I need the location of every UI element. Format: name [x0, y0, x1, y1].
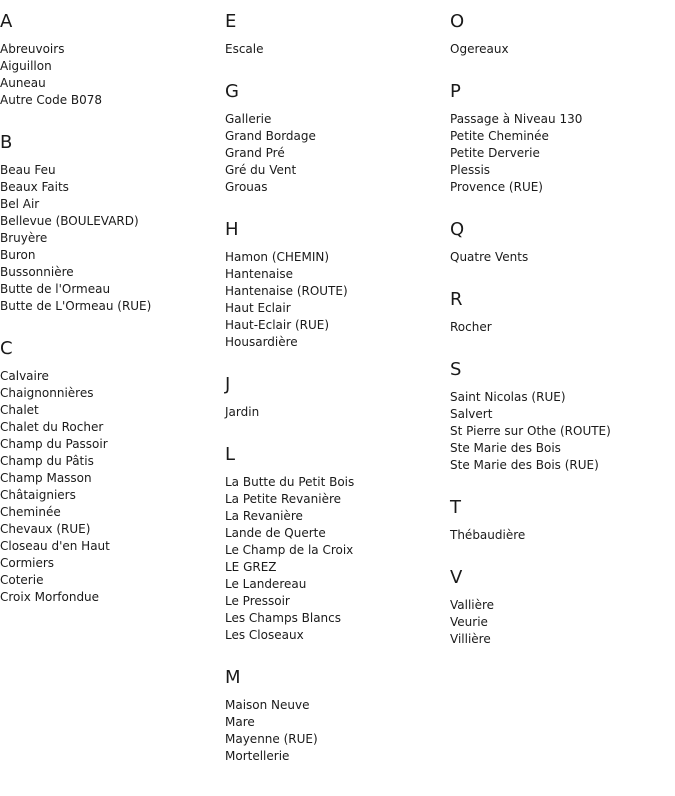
street-link[interactable]: La Butte du Petit Bois — [225, 475, 355, 489]
street-link[interactable]: Lande de Querte — [225, 526, 326, 540]
section-letter-heading: P — [450, 81, 461, 102]
street-list — [450, 41, 675, 58]
letter-section — [0, 315, 225, 606]
street-list — [450, 249, 675, 266]
letter-section — [0, 0, 225, 109]
street-link[interactable]: Bruyère — [0, 231, 48, 245]
index-column-2 — [225, 0, 450, 765]
street-link[interactable]: Le Pressoir — [225, 594, 290, 608]
street-list — [450, 597, 675, 648]
street-link[interactable]: Gré du Vent — [225, 163, 297, 177]
letter-section — [225, 0, 450, 58]
street-list — [225, 697, 450, 765]
letter-section — [225, 644, 450, 765]
street-link[interactable]: Bussonnière — [0, 265, 74, 279]
street-link[interactable]: Ste Marie des Bois (RUE) — [450, 458, 599, 472]
street-list — [450, 319, 675, 336]
section-letter-heading: S — [450, 359, 462, 380]
street-link[interactable]: Champ Masson — [0, 471, 92, 485]
street-link[interactable]: Châtaigniers — [0, 488, 76, 502]
street-list — [0, 368, 225, 606]
section-letter-heading: V — [450, 567, 463, 588]
street-list — [225, 404, 450, 421]
street-link[interactable]: Chaignonnières — [0, 386, 94, 400]
street-link[interactable]: Provence (RUE) — [450, 180, 543, 194]
street-link[interactable]: Champ du Passoir — [0, 437, 108, 451]
street-link[interactable]: Mayenne (RUE) — [225, 732, 318, 746]
section-letter-heading: G — [225, 81, 239, 102]
letter-section — [225, 196, 450, 351]
street-link[interactable]: Saint Nicolas (RUE) — [450, 390, 566, 404]
letter-section — [450, 0, 675, 58]
street-list — [225, 111, 450, 196]
street-list — [225, 249, 450, 351]
street-link[interactable]: Petite Cheminée — [450, 129, 549, 143]
street-link[interactable]: Rocher — [450, 320, 492, 334]
letter-section — [450, 474, 675, 544]
street-link[interactable]: Grouas — [225, 180, 268, 194]
street-list — [450, 111, 675, 196]
street-link[interactable]: Butte de l'Ormeau — [0, 282, 111, 296]
street-link[interactable]: Passage à Niveau 130 — [450, 112, 583, 126]
letter-section — [450, 196, 675, 266]
street-link[interactable]: Calvaire — [0, 369, 49, 383]
street-link[interactable]: Quatre Vents — [450, 250, 529, 264]
street-link[interactable]: Chalet du Rocher — [0, 420, 104, 434]
section-letter-heading: C — [0, 338, 13, 359]
street-link[interactable]: Closeau d'en Haut — [0, 539, 110, 553]
street-list — [225, 474, 450, 644]
street-list — [225, 41, 450, 58]
street-list — [0, 162, 225, 315]
street-link[interactable]: Chevaux (RUE) — [0, 522, 91, 536]
letter-section — [225, 421, 450, 644]
street-link[interactable]: Housardière — [225, 335, 298, 349]
street-link[interactable]: Escale — [225, 42, 264, 56]
letter-section — [450, 266, 675, 336]
letter-section — [225, 58, 450, 196]
section-letter-heading: H — [225, 219, 239, 240]
street-link[interactable]: Hantenaise — [225, 267, 293, 281]
street-link[interactable]: Les Closeaux — [225, 628, 304, 642]
section-letter-heading: A — [0, 11, 13, 32]
street-link[interactable]: Haut-Eclair (RUE) — [225, 318, 330, 332]
street-link[interactable]: Aiguillon — [0, 59, 52, 73]
section-letter-heading: Q — [450, 219, 465, 240]
street-link[interactable]: Vallière — [450, 598, 495, 612]
section-letter-heading: O — [450, 11, 465, 32]
street-link[interactable]: Le Landereau — [225, 577, 307, 591]
street-link[interactable]: Bellevue (BOULEVARD) — [0, 214, 139, 228]
letter-section — [450, 336, 675, 474]
street-link[interactable]: Bel Air — [0, 197, 40, 211]
street-link[interactable]: LE GREZ — [225, 560, 277, 574]
letter-section — [450, 544, 675, 648]
street-link[interactable]: Mortellerie — [225, 749, 290, 763]
street-link[interactable]: Hamon (CHEMIN) — [225, 250, 330, 264]
street-link[interactable]: Le Champ de la Croix — [225, 543, 354, 557]
letter-section — [225, 351, 450, 421]
street-link[interactable]: Beaux Faits — [0, 180, 69, 194]
street-link[interactable]: Ogereaux — [450, 42, 509, 56]
street-link[interactable]: Grand Pré — [225, 146, 285, 160]
section-letter-heading: R — [450, 289, 463, 310]
section-letter-heading: B — [0, 132, 13, 153]
street-link[interactable]: Salvert — [450, 407, 493, 421]
street-link[interactable]: Cheminée — [0, 505, 61, 519]
street-link[interactable]: Abreuvoirs — [0, 42, 65, 56]
street-link[interactable]: Veurie — [450, 615, 488, 629]
street-list — [0, 41, 225, 109]
index-column-1 — [0, 0, 225, 606]
street-link[interactable]: St Pierre sur Othe (ROUTE) — [450, 424, 611, 438]
street-link[interactable]: Maison Neuve — [225, 698, 310, 712]
street-list — [450, 527, 675, 544]
street-link[interactable]: Croix Morfondue — [0, 590, 100, 604]
street-link[interactable]: Gallerie — [225, 112, 272, 126]
section-letter-heading: T — [450, 497, 461, 518]
street-link[interactable]: Haut Eclair — [225, 301, 291, 315]
section-letter-heading: J — [225, 374, 231, 395]
street-link[interactable]: Villière — [450, 632, 491, 646]
letter-section — [0, 109, 225, 315]
street-link[interactable]: Autre Code B078 — [0, 93, 103, 107]
street-link[interactable]: Petite Derverie — [450, 146, 540, 160]
street-list — [450, 389, 675, 474]
street-link[interactable]: Auneau — [0, 76, 46, 90]
street-link[interactable]: Beau Feu — [0, 163, 56, 177]
street-link[interactable]: Chalet — [0, 403, 39, 417]
street-link[interactable]: Champ du Pâtis — [0, 454, 94, 468]
street-link[interactable]: Jardin — [225, 405, 260, 419]
street-link[interactable]: Coterie — [0, 573, 44, 587]
index-column-3 — [450, 0, 675, 648]
street-link[interactable]: Cormiers — [0, 556, 55, 570]
street-link[interactable]: Hantenaise (ROUTE) — [225, 284, 348, 298]
letter-section — [450, 58, 675, 196]
street-link[interactable]: Butte de L'Ormeau (RUE) — [0, 299, 152, 313]
section-letter-heading: E — [225, 11, 237, 32]
street-link[interactable]: Mare — [225, 715, 255, 729]
street-link[interactable]: La Petite Revanière — [225, 492, 341, 506]
street-link[interactable]: Buron — [0, 248, 36, 262]
street-link[interactable]: Ste Marie des Bois — [450, 441, 561, 455]
street-link[interactable]: Grand Bordage — [225, 129, 316, 143]
section-letter-heading: M — [225, 667, 241, 688]
street-link[interactable]: Plessis — [450, 163, 491, 177]
street-link[interactable]: Thébaudière — [450, 528, 526, 542]
street-link[interactable]: La Revanière — [225, 509, 303, 523]
street-link[interactable]: Les Champs Blancs — [225, 611, 342, 625]
section-letter-heading: L — [225, 444, 236, 465]
